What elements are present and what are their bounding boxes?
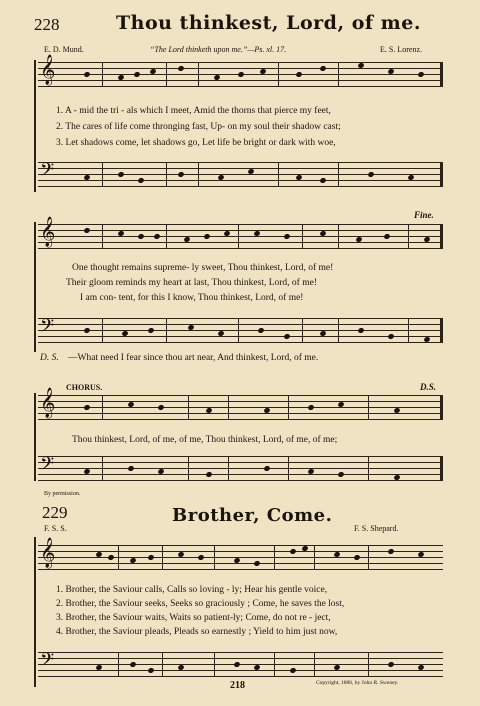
ds-marking: D.S.: [420, 382, 437, 392]
permission-note: By permission.: [44, 491, 81, 497]
lyric-line: 2. Brother, the Saviour seeks, Seeks so graciously ; Come, he saves the lost,: [56, 599, 345, 609]
lyric-line: 1. A - mid the tri - als which I meet, Amid the thorns that pierce my feet,: [56, 106, 331, 116]
bass-staff: [38, 456, 443, 480]
treble-clef-icon: 𝄞: [40, 217, 56, 247]
bass-clef-icon: 𝄢: [40, 316, 55, 341]
lyric-line: 4. Brother, the Saviour pleads, Pleads so earnestly ; Yield to him just now,: [56, 627, 338, 637]
composer-credit: E. D. Mund.: [44, 45, 84, 54]
composer-credit: F. S. S.: [44, 524, 67, 533]
bass-clef-icon: 𝄢: [40, 160, 55, 185]
author-credit: E. S. Lorenz.: [380, 45, 422, 54]
treble-clef-icon: 𝄞: [40, 55, 56, 85]
treble-staff: [38, 538, 443, 569]
system-brace: [34, 537, 36, 687]
lyric-line: Their gloom reminds my heart at last, Thou thinkest, Lord, of me!: [66, 278, 317, 288]
treble-clef-icon: 𝄞: [40, 388, 56, 418]
author-credit: F. S. Shepard.: [354, 524, 399, 533]
treble-staff: [38, 388, 443, 419]
chorus-label: CHORUS.: [66, 383, 103, 392]
system-brace: [34, 393, 36, 481]
ds-label: D. S.: [40, 353, 59, 363]
lyric-line: 3. Let shadows come, let shadows go, Let life be bright or dark with woe,: [56, 138, 336, 148]
lyric-line: 1. Brother, the Saviour calls, Calls so loving - ly; Hear his gentle voice,: [56, 585, 328, 595]
lyric-line: 2. The cares of life come thronging fast, Up- on my soul their shadow cast;: [56, 122, 341, 132]
hymn-number: 228: [34, 15, 60, 34]
hymn-title: Brother, Come.: [172, 505, 333, 526]
bass-clef-icon: 𝄢: [40, 650, 55, 675]
bass-staff: [38, 652, 443, 676]
ds-lyric-line: —What need I fear since thou art near, And thinkest, Lord, of me.: [68, 353, 319, 363]
fine-marking: Fine.: [414, 210, 434, 220]
system-brace: [34, 222, 36, 352]
system-brace: [34, 60, 36, 192]
hymn-number: 229: [42, 503, 68, 522]
copyright-note: Copyright, 1886, by John R. Sweney.: [316, 680, 399, 686]
lyric-line: I am con- tent, for this I know, Thou thinkest, Lord, of me!: [80, 293, 304, 303]
lyric-line: 3. Brother, the Saviour waits, Waits so patient-ly; Come, do not re - ject,: [56, 613, 331, 623]
chorus-lyric-line: Thou thinkest, Lord, of me, of me, Thou thinkest, Lord, of me, of me;: [72, 435, 338, 445]
lyric-line: One thought remains supreme- ly sweet, Thou thinkest, Lord, of me!: [72, 263, 334, 273]
treble-clef-icon: 𝄞: [40, 538, 56, 568]
page-number: 218: [230, 680, 245, 691]
treble-staff: [38, 217, 443, 248]
bass-staff: [38, 162, 443, 186]
bass-clef-icon: 𝄢: [40, 454, 55, 479]
treble-staff: [38, 55, 443, 86]
hymn-title: Thou thinkest, Lord, of me.: [116, 12, 421, 34]
bass-staff: [38, 318, 443, 342]
scripture-reference: “The Lord thinketh upon me.”—Ps. xl. 17.: [150, 45, 287, 54]
